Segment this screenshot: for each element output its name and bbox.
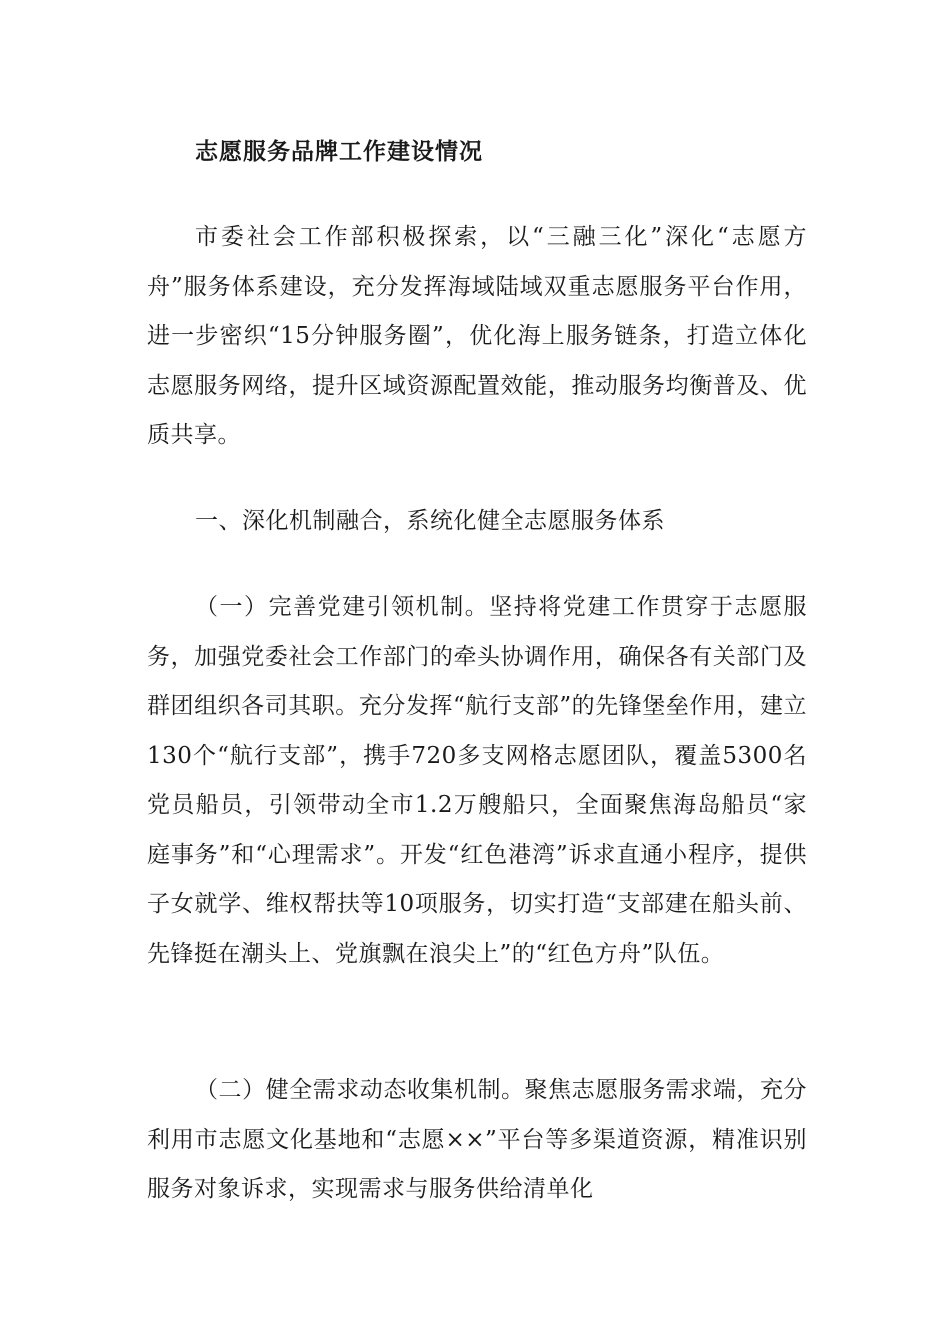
section-1-heading: 一、深化机制融合，系统化健全志愿服务体系	[195, 508, 665, 534]
document-title: 志愿服务品牌工作建设情况	[195, 138, 483, 165]
section-1-2-paragraph: （二）健全需求动态收集机制。聚焦志愿服务需求端，充分利用市志愿文化基地和“志愿××”平台等多渠道资源，精准识别服务对象诉求，实现需求与服务供给清单化	[147, 1077, 807, 1202]
intro-paragraph: 市委社会工作部积极探索，以“三融三化”深化“志愿方舟”服务体系建设，充分发挥海域陆域双重志愿服务平台作用，进一步密织“15分钟服务圈”，优化海上服务链条，打造立体化志愿服务网络，提升区域资源配置效能，推动服务均衡普及、优质共享。	[147, 224, 807, 448]
section-1-1-paragraph: （一）完善党建引领机制。坚持将党建工作贯穿于志愿服务，加强党委社会工作部门的牵头协调作用，确保各有关部门及群团组织各司其职。充分发挥“航行支部”的先锋堡垒作用，建立130个“航行支部”，携手720多支网格志愿团队，覆盖5300名党员船员，引领带动全市1.2万艘船只，全面聚焦海岛船员“家庭事务”和“心理需求”。开发“红色港湾”诉求直通小程序，提供子女就学、维权帮扶等10项服务，切实打造“支部建在船头前、先锋挺在潮头上、党旗飘在浪尖上”的“红色方舟”队伍。	[147, 594, 807, 967]
